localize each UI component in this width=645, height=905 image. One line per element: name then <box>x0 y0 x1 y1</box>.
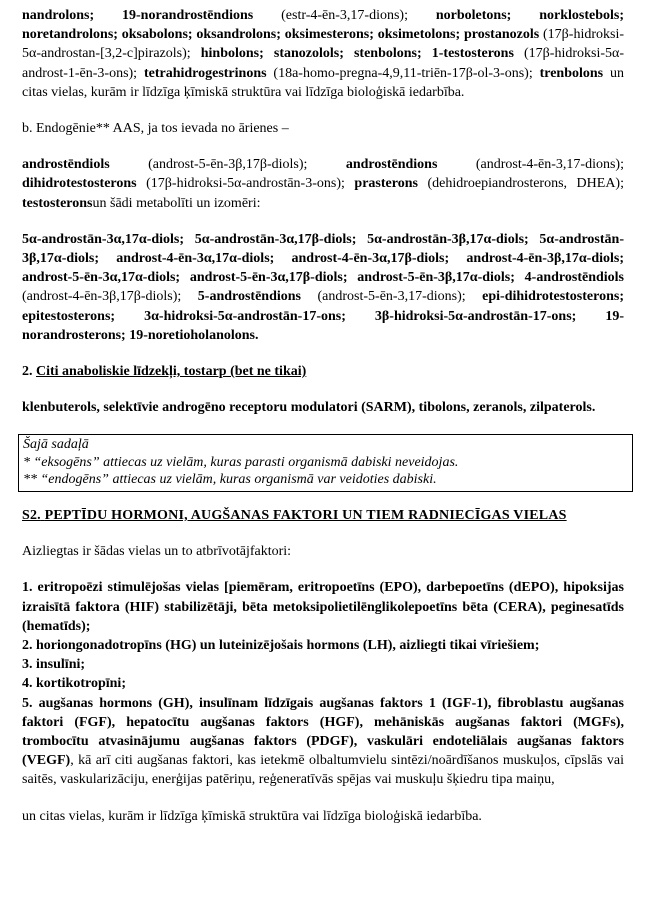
list-item <box>22 578 624 636</box>
substance-names: trenbolons <box>539 65 604 81</box>
substance-names: hinbolons; stanozolols; stenbolons; 1-testosterons <box>200 46 514 62</box>
paragraph-exogenous-aas-list <box>22 6 624 102</box>
substance-names: norboletons; norklostebols; noretandrolons; oksabolons; oksandrolons; oksimesterons; oksimetolons; prostanozols <box>22 8 624 43</box>
document-page <box>22 6 624 826</box>
paragraph-other-anabolic-list <box>22 398 624 417</box>
definitions-note-box <box>18 434 633 492</box>
list-item <box>22 636 624 655</box>
chemical-name: (17β-hidroksi-5α-androstān-3-ons); <box>136 176 355 192</box>
substance-names: 5α-androstān-3α,17α-diols; 5α-androstān-3α,17β-diols; 5α-androstān-3β,17α-diols; 5α-androstān-3β,17α-diols; androst-4-ēn-3α,17α-diols; androst-4-ēn-3α,17β-diols; androst-4-ēn-3β,17α-diols; androst-5-ēn-3α,17α-diols; androst-5-ēn-3α,17β-diols; androst-5-ēn-3β,17α-diols; 4-androstēndiols <box>22 231 624 286</box>
section-title: PEPTĪDU HORMONI, AUGŠANAS FAKTORI UN TIEM RADNIECĪGAS VIELAS <box>44 507 567 523</box>
list-item-text: 1. eritropoēzi stimulējošas vielas [piemēram, eritropoetīns (EPO), darbepoetīns (dEPO), hipoksijas izraisītā faktora (HIF) stabilizētāji, bēta metoksipolietilēnglikolepoetīns bēta (CERA), peginesatīds (hematīds); <box>22 580 624 634</box>
heading-text: Citi anaboliskie līdzekļi, tostarp (bet ne tikai) <box>36 364 307 380</box>
substance-names: androstēndions <box>345 157 438 173</box>
chemical-name: (androst-4-ēn-3,17-dions); <box>437 157 624 173</box>
paragraph-endogenous-aas-list <box>22 155 624 213</box>
chemical-name: (17β-hidroksi-5α-androst-1-ēn-3-ons); <box>22 46 625 81</box>
paragraph-intro: Aizliegtas ir šādas vielas un to atbrīvotājfaktori: <box>22 544 292 560</box>
note-exogenous: * “eksogēns” attiecas uz vielām, kuras parasti organismā dabiski neveidojas. <box>23 454 459 470</box>
note-heading: Šajā sadaļā <box>23 437 89 453</box>
chemical-name: (androst-4-ēn-3β,17β-diols); <box>22 289 198 305</box>
heading-other-anabolic-agents <box>22 362 624 381</box>
section-s2-heading <box>22 506 624 525</box>
section-label: S2. <box>22 507 41 523</box>
paragraph-tail: un šādi metabolīti un izomēri: <box>92 195 261 211</box>
chemical-name: (17β-hidroksi-5α-androstan-[3,2-c]pirazols); <box>22 27 624 62</box>
substance-names: dihidrotestosterons <box>22 176 137 192</box>
heading-number: 2. <box>22 364 36 380</box>
list-item-text: 3. insulīni; <box>22 657 86 673</box>
paragraph-closing: un citas vielas, kurām ir līdzīga ķīmiskā struktūra vai līdzīga bioloģiskā iedarbība. <box>22 808 482 824</box>
substance-names: tetrahidrogestrinons <box>143 65 267 81</box>
list-item <box>22 655 624 674</box>
chemical-name: (estr-4-ēn-3,17-dions); <box>253 8 436 23</box>
substance-names: epi-dihidrotestosterons; epitestosterons; 3α-hidroksi-5α-androstān-17-ons; 3β-hidroksi-5α-androstān-17-ons; 19-norandrosterons; 19-noretioholanolons. <box>22 289 624 343</box>
chemical-name: (androst-5-ēn-3β,17β-diols); <box>109 157 346 173</box>
substance-names: androstēndiols <box>22 157 110 173</box>
paragraph-metabolites-list <box>22 230 624 345</box>
note-endogenous: ** “endogēns” attiecas uz vielām, kuras organismā var veidoties dabiski. <box>23 472 437 488</box>
substance-names: testosterons <box>22 195 93 211</box>
substance-names: prasterons <box>354 176 418 192</box>
substance-names: nandrolons; 19-norandrostēndions <box>22 8 254 23</box>
chemical-name: (androst-5-ēn-3,17-dions); <box>301 289 483 305</box>
substance-names: klenbuterols, selektīvie androgēno receptoru modulatori (SARM), tibolons, zeranols, zilpaterols. <box>22 400 596 416</box>
list-item <box>22 674 624 693</box>
list-item <box>22 694 624 790</box>
list-item-text: 2. horiongonadotropīns (HG) un luteinizējošais hormons (LH), aizliegti tikai vīriešiem; <box>22 637 540 653</box>
substance-names: 5-androstēndions <box>197 289 301 305</box>
list-item-text: 4. kortikotropīni; <box>22 676 126 692</box>
list-item-text: 5. augšanas hormons (GH), insulīnam līdzīgais augšanas faktors 1 (IGF-1), fibroblastu augšanas faktori (FGF), hepatocītu augšanas faktors (HGF), mehāniskās augšanas faktori (MGFs), trombocītu atvasinājumu augšanas faktors (PDGF), vaskulāri endoteliālais augšanas faktors (VEGF) <box>22 695 624 769</box>
chemical-name: (dehidroepiandrosterons, DHEA); <box>417 176 624 192</box>
chemical-name: (18a-homo-pregna-4,9,11-triēn-17β-ol-3-ons); <box>266 65 540 81</box>
paragraph-endogenous-heading: b. Endogēnie** AAS, ja tos ievada no ārienes – <box>22 121 289 137</box>
list-item-tail: , kā arī citi augšanas faktori, kas ietekmē olbaltumvielu sintēzi/noārdīšanos muskuļos, cīpslās vai saitēs, vaskularizāciju, enerģijas patēriņu, reģeneratīvās spējas vai muskuļu šķiedru tipa maiņu, <box>22 753 624 788</box>
paragraph-tail: un citas vielas, kurām ir līdzīga ķīmiskā struktūra vai līdzīga bioloģiskā iedarbība. <box>22 65 624 100</box>
